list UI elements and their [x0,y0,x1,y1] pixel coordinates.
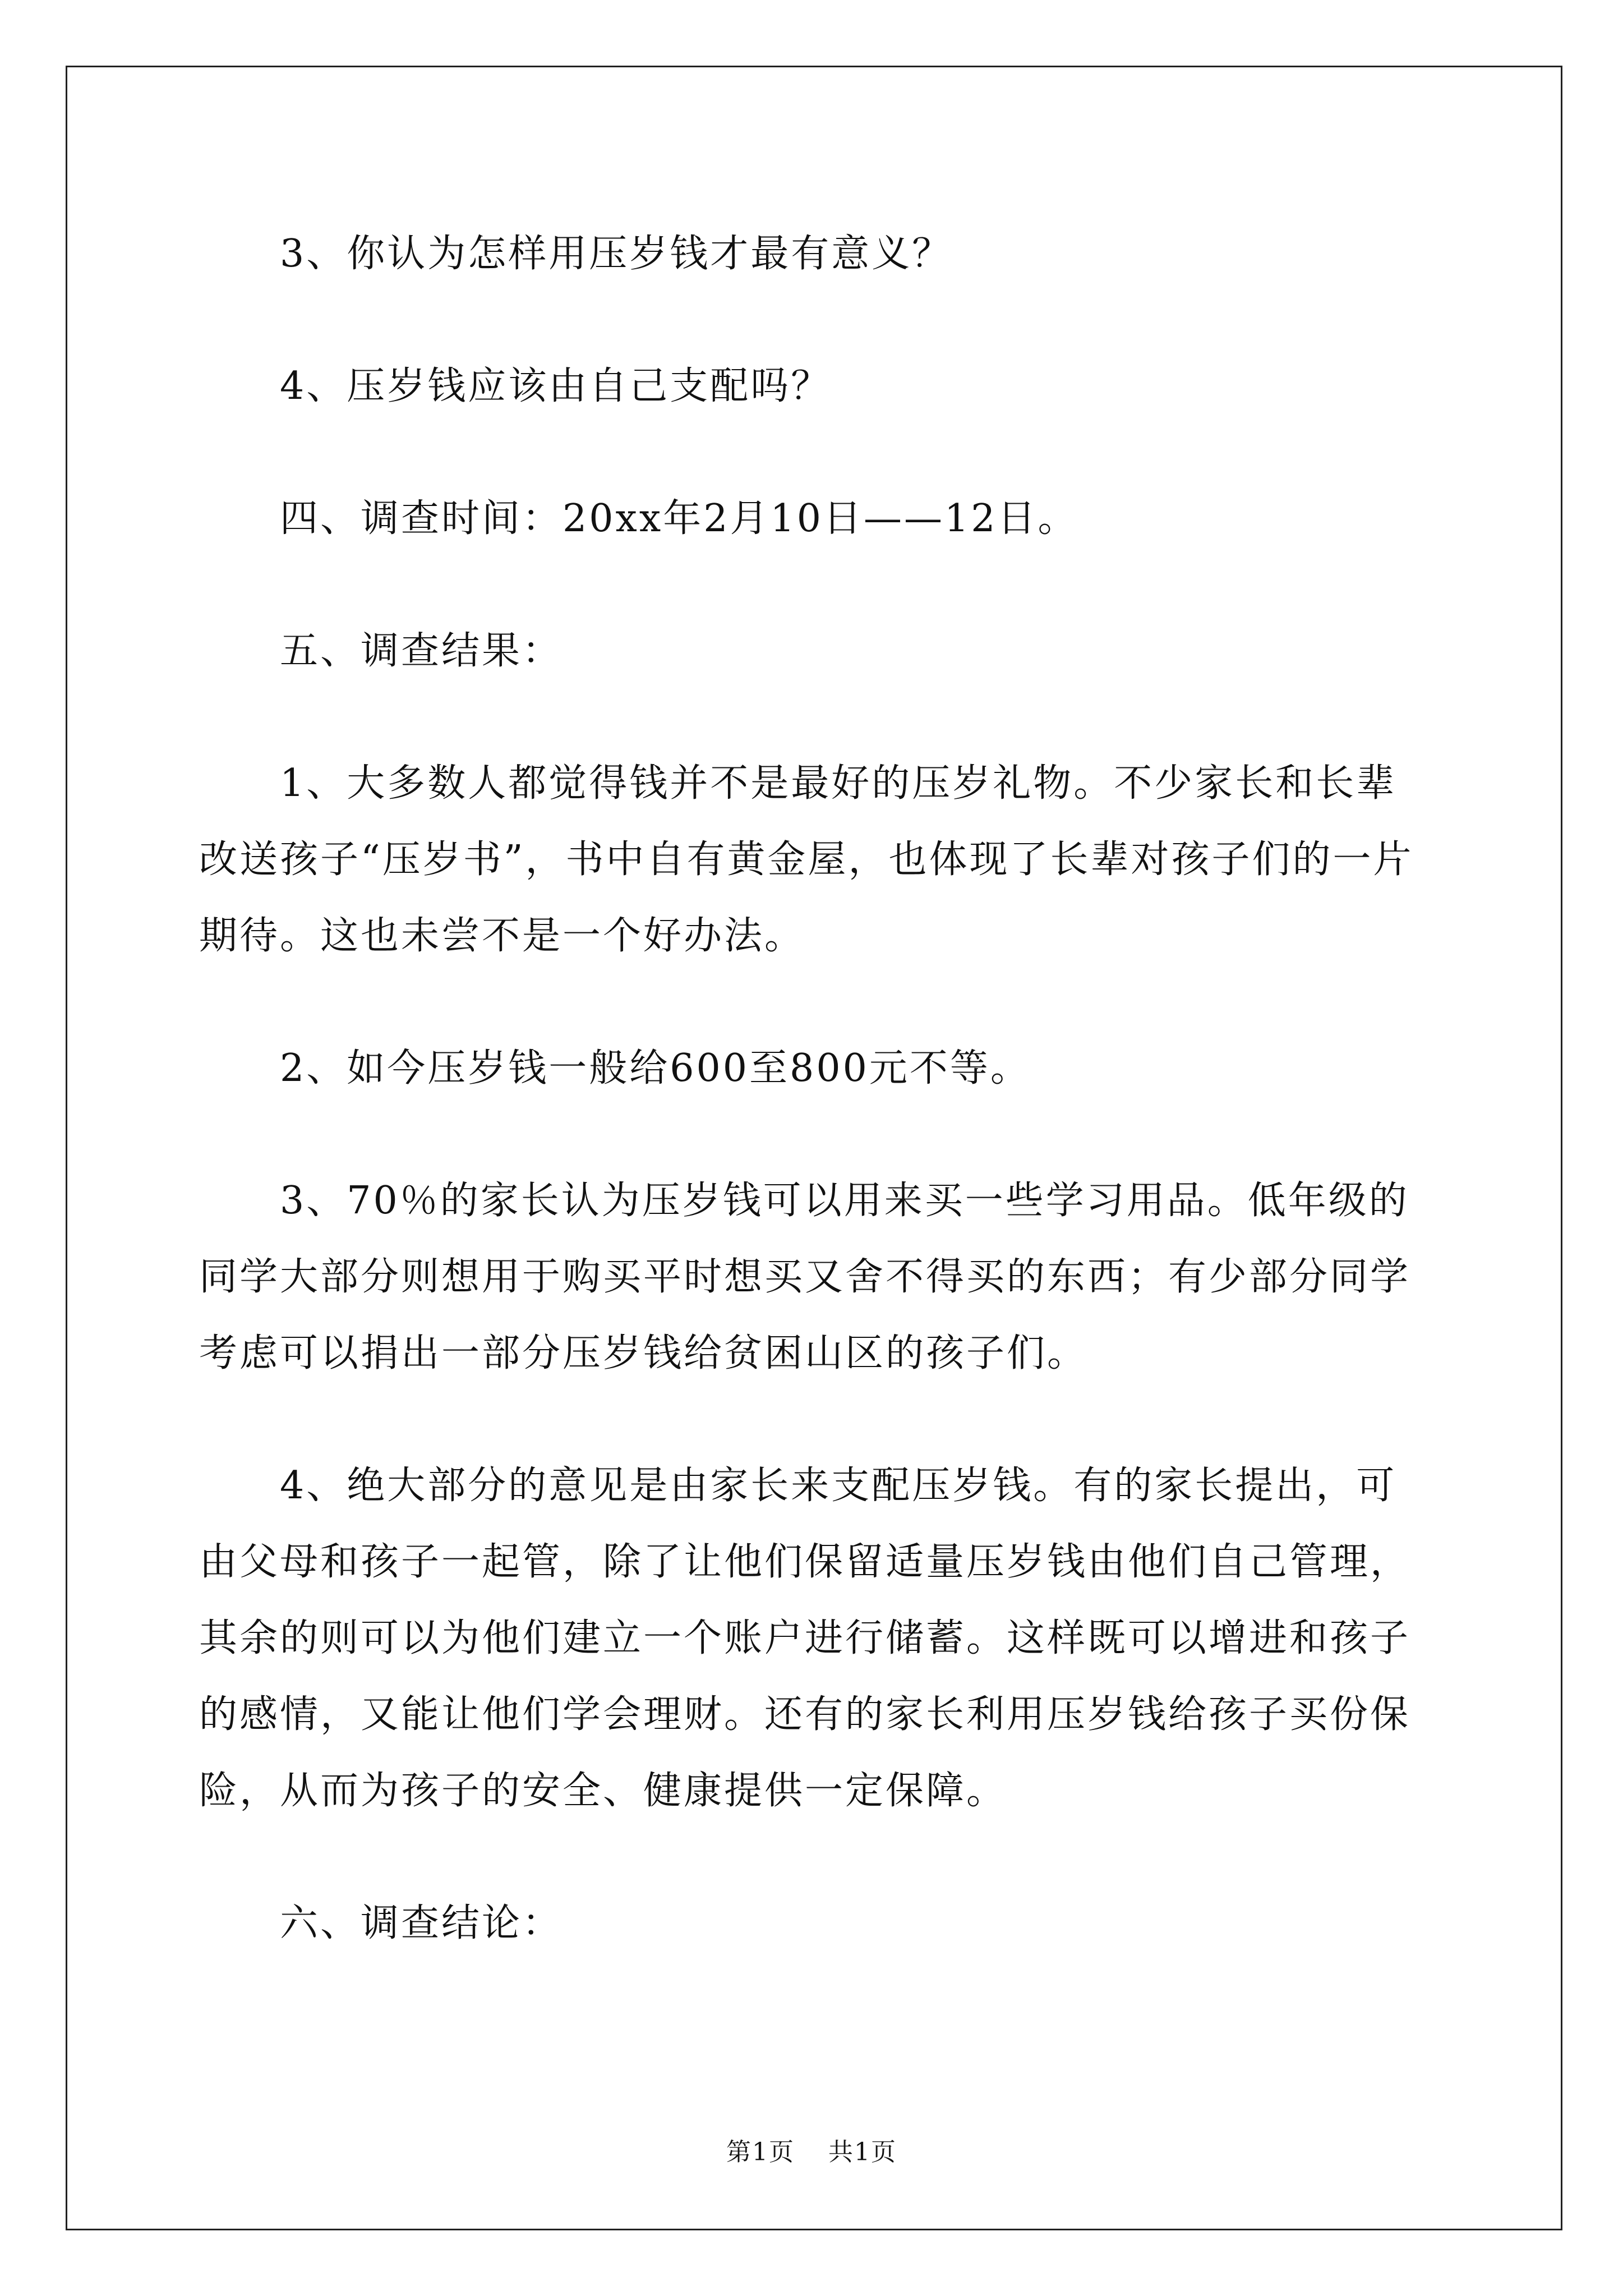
result-item-1: 1、大多数人都觉得钱并不是最好的压岁礼物。不少家长和长辈改送孩子“压岁书”，书中自有黄金屋，也体现了长辈对孩子们的一片期待。这也未尝不是一个好办法。 [199,761,1414,958]
section-survey-time: 四、调查时间：20xx年2月10日——12日。 [280,496,1078,541]
result-item-4: 4、绝大部分的意见是由家长来支配压岁钱。有的家长提出，可由父母和孩子一起管，除了让他们保留适量压岁钱由他们自己管理，其余的则可以为他们建立一个账户进行储蓄。这样既可以增进和孩子的感情，又能让他们学会理财。还有的家长利用压岁钱给孩子买份保险，从而为孩子的安全、健康提供一定保障。 [199,1464,1411,1813]
page-number-current: 第1页 [726,2138,795,2166]
page-footer [0,2132,1623,2168]
document-body [199,216,1433,2018]
survey-question-3: 3、你认为怎样用压岁钱才最有意义？ [280,232,953,276]
page-number-total: 共1页 [828,2138,897,2166]
result-item-3: 3、70％的家长认为压岁钱可以用来买一些学习用品。低年级的同学大部分则想用于购买平时想买又舍不得买的东西；有少部分同学考虑可以捐出一部分压岁钱给贫困山区的孩子们。 [199,1179,1411,1375]
survey-question-4: 4、压岁钱应该由自己支配吗？ [280,364,832,408]
result-item-2: 2、如今压岁钱一般给600至800元不等。 [280,1046,1031,1091]
section-conclusion-heading: 六、调查结论： [280,1901,563,1945]
section-survey-results-heading: 五、调查结果： [280,629,563,673]
